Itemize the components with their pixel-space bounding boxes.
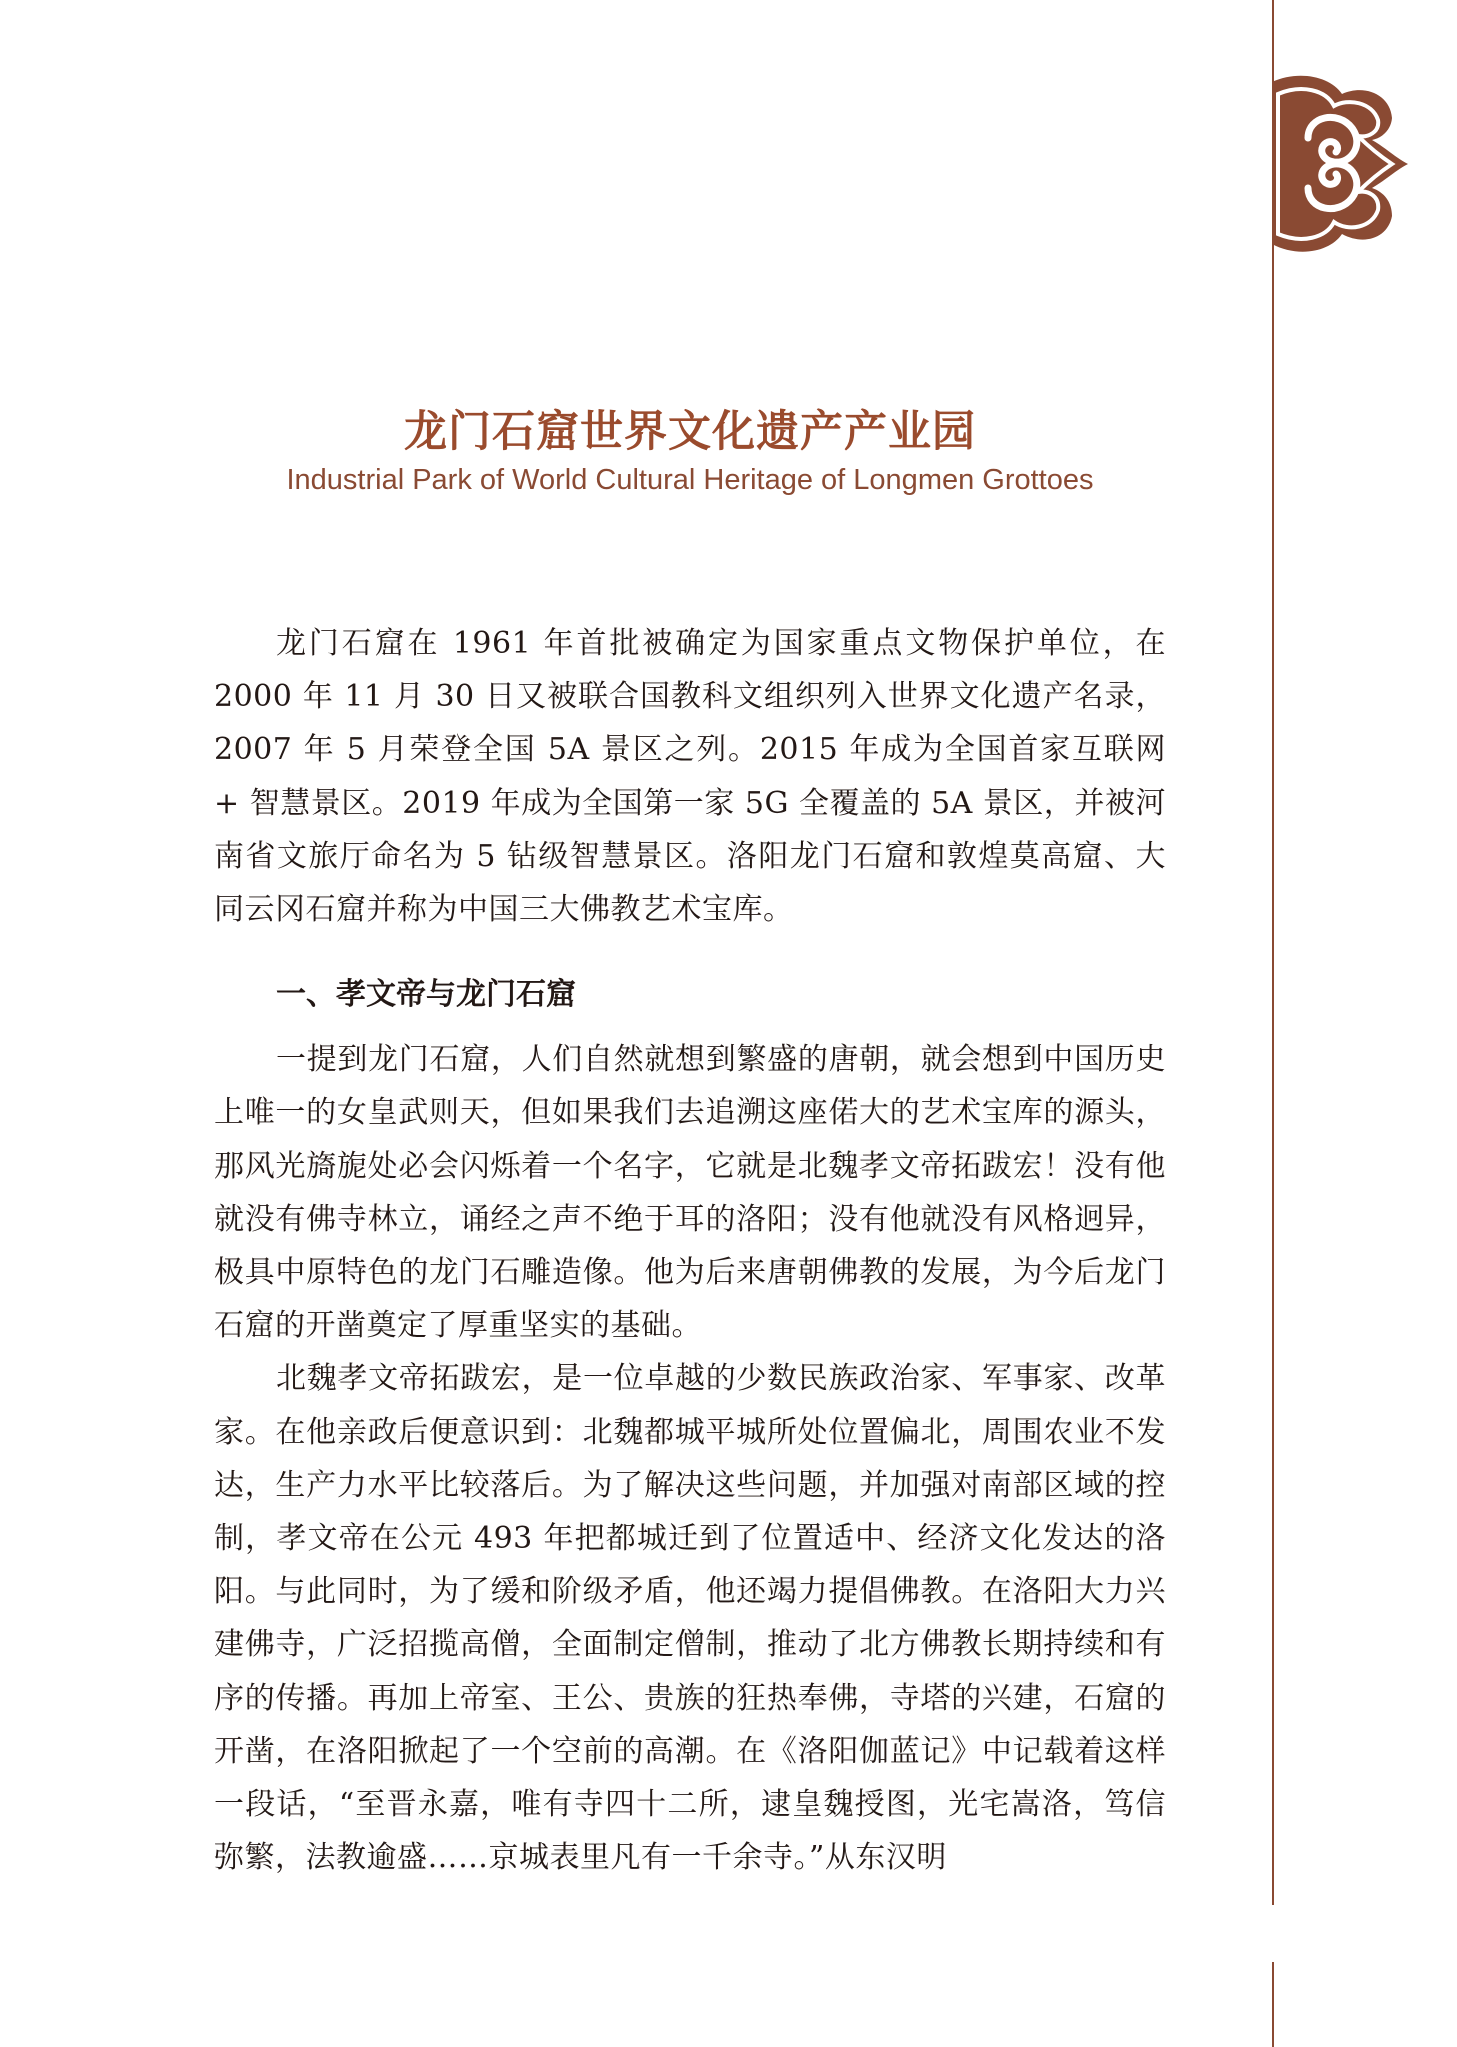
page-title: 龙门石窟世界文化遗产产业园 — [404, 407, 976, 457]
auspicious-cloud-icon — [1268, 72, 1410, 254]
margin-rule-line — [1272, 0, 1274, 1905]
section-heading: 一、孝文帝与龙门石窟 — [276, 977, 576, 1013]
article-body — [214, 617, 1166, 1884]
intro-paragraph: 龙门石窟在 1961 年首批被确定为国家重点文物保护单位，在 2000 年 11 月 30 日又被联合国教科文组织列入世界文化遗产名录，2007 年 5 月荣登全国 5A 景区之列。2015 年成为全国首家互联网 + 智慧景区。2019 年成为全国第一家 5G 全覆盖的 5A 景区，并被河南省文旅厅命名为 5 钻级智慧景区。洛阳龙门石窟和敦煌莫高窟、大同云冈石窟并称为中国三大佛教艺术宝库。 — [214, 626, 1166, 928]
body-paragraph-1: 一提到龙门石窟，人们自然就想到繁盛的唐朝，就会想到中国历史上唯一的女皇武则天，但如果我们去追溯这座偌大的艺术宝库的源头，那风光旖旎处必会闪烁着一个名字，它就是北魏孝文帝拓跋宏！没有他就没有佛寺林立，诵经之声不绝于耳的洛阳；没有他就没有风格迥异，极具中原特色的龙门石雕造像。他为后来唐朝佛教的发展，为今后龙门石窟的开凿奠定了厚重坚实的基础。 — [214, 1042, 1166, 1344]
page-subtitle-english: Industrial Park of World Cultural Heritage of Longmen Grottoes — [286, 464, 1094, 496]
body-paragraph-2: 北魏孝文帝拓跋宏，是一位卓越的少数民族政治家、军事家、改革家。在他亲政后便意识到：北魏都城平城所处位置偏北，周围农业不发达，生产力水平比较落后。为了解决这些问题，并加强对南部区域的控制，孝文帝在公元 493 年把都城迁到了位置适中、经济文化发达的洛阳。与此同时，为了缓和阶级矛盾，他还竭力提倡佛教。在洛阳大力兴建佛寺，广泛招揽高僧，全面制定僧制，推动了北方佛教长期持续和有序的传播。再加上帝室、王公、贵族的狂热奉佛，寺塔的兴建，石窟的开凿，在洛阳掀起了一个空前的高潮。在《洛阳伽蓝记》中记载着这样一段话，“至晋永嘉，唯有寺四十二所，逮皇魏授图，光宅嵩洛，笃信弥繁，法教逾盛……京城表里凡有一千余寺。”从东汉明 — [214, 1361, 1166, 1876]
margin-rule-line-bottom — [1272, 1962, 1274, 2047]
